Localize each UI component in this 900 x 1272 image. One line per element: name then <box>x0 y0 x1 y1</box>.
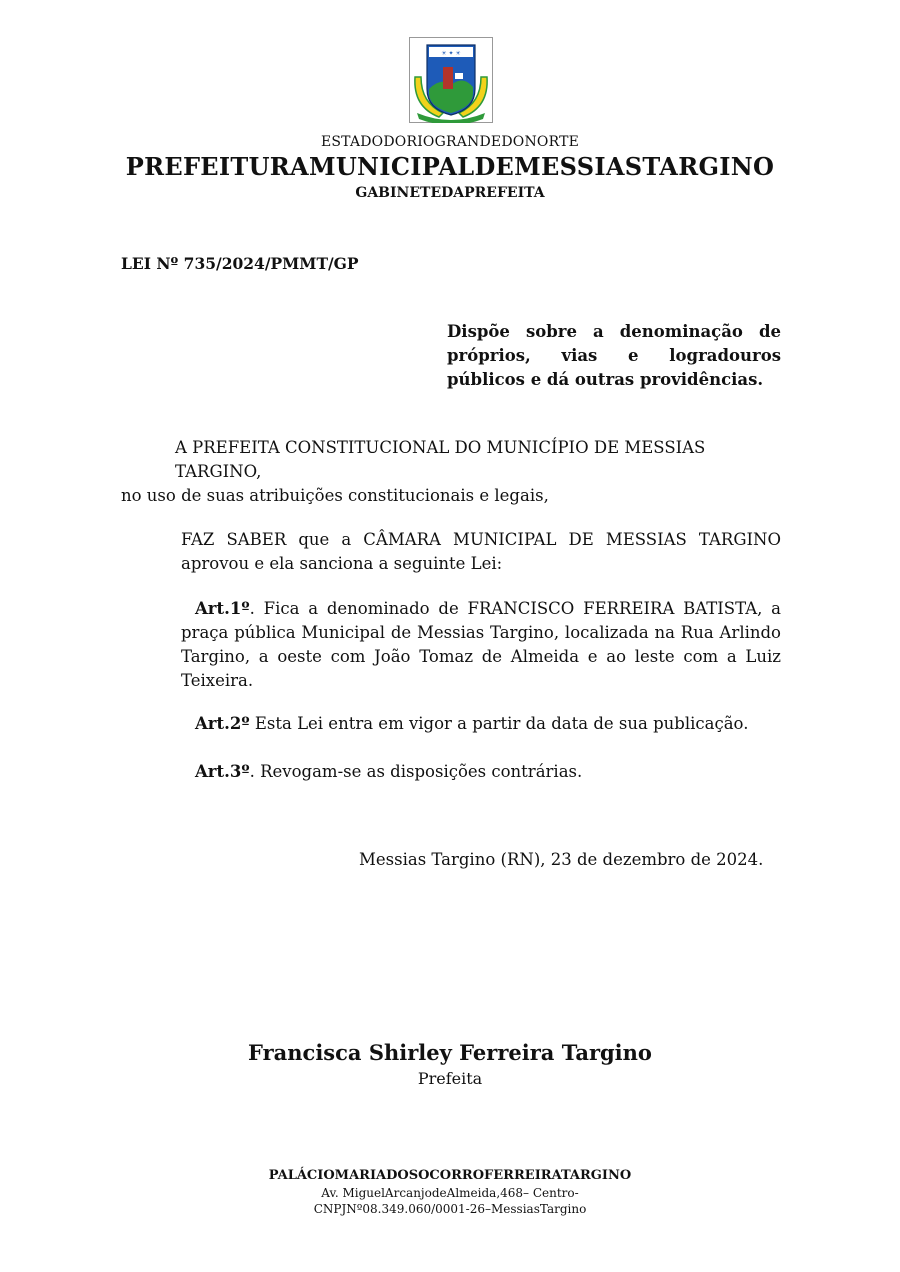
preamble <box>121 436 781 508</box>
article-2-label: Art.2º <box>195 714 250 733</box>
law-ementa: Dispõe sobre a denominação de próprios, vias e logradouros públicos e dá outras providências. <box>447 322 781 389</box>
signatory-name: Francisca Shirley Ferreira Targino <box>248 1040 652 1065</box>
article-1 <box>181 597 781 693</box>
article-1-label: Art.1º <box>195 599 250 618</box>
prefecture-title: PREFEITURAMUNICIPALDEMESSIASTARGINO <box>125 152 775 181</box>
footer-cnpj: CNPJNº08.349.060/0001-26–MessiasTargino <box>313 1202 587 1216</box>
article-1-text: . Fica a denominado de FRANCISCO FERREIRA BATISTA, a praça pública Municipal de Messias Targino, localizada na Rua Arlindo Targino, a oeste com João Tomaz de Almeida e ao leste com a Luiz Teixeira. <box>181 599 781 690</box>
office-name: GABINETEDAPREFEITA <box>355 185 545 201</box>
state-name: ESTADODORIOGRANDEDONORTE <box>320 134 580 150</box>
footer-palace: PALÁCIOMARIADOSOCORROFERREIRATARGINO <box>268 1168 632 1183</box>
preamble-line-2: no uso de suas atribuições constitucionais e legais, <box>121 486 549 505</box>
date-line: Messias Targino (RN), 23 de dezembro de 2024. <box>359 850 764 869</box>
svg-text:☀ ✦ ☀: ☀ ✦ ☀ <box>441 50 461 57</box>
preamble-line-1: A PREFEITA CONSTITUCIONAL DO MUNICÍPIO DE MESSIAS TARGINO, <box>175 438 706 481</box>
article-2-text: Esta Lei entra em vigor a partir da data de sua publicação. <box>249 714 749 733</box>
article-2 <box>181 712 781 736</box>
law-number: LEI Nº 735/2024/PMMT/GP <box>121 254 359 273</box>
article-3-label: Art.3º <box>195 762 250 781</box>
article-3-text: . Revogam-se as disposições contrárias. <box>249 762 583 781</box>
enactment-clause: FAZ SABER que a CÂMARA MUNICIPAL DE MESSIAS TARGINO aprovou e ela sanciona a seguinte Lei: <box>181 530 781 573</box>
signatory-role: Prefeita <box>417 1069 483 1088</box>
municipal-crest-icon <box>409 37 493 123</box>
footer-address: Av. MiguelArcanjodeAlmeida,468– Centro- <box>321 1186 579 1200</box>
article-3 <box>181 760 781 784</box>
